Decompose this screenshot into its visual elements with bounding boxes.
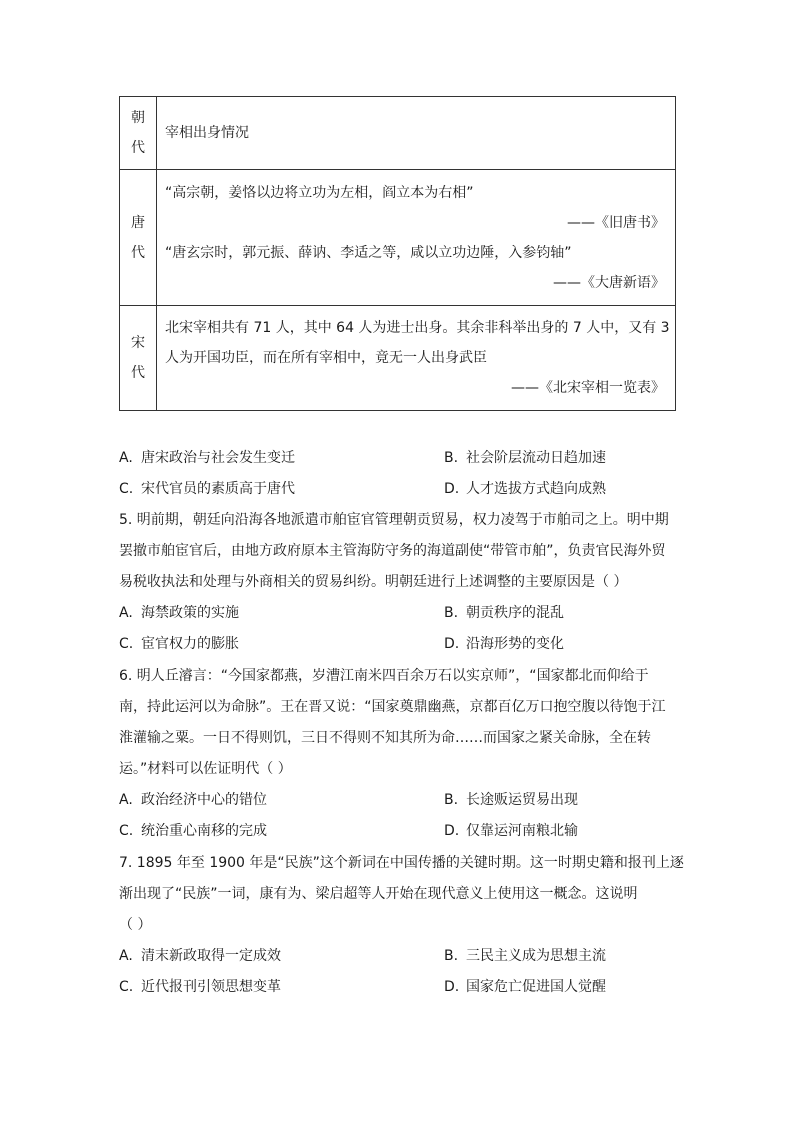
option-a[interactable] [119, 443, 295, 474]
option-text: 统治重心南移的完成 [141, 823, 267, 839]
dynasty-char: 代 [131, 244, 145, 261]
dynasty-header-cell [120, 97, 157, 170]
option-d[interactable] [444, 816, 578, 847]
question-stem-line: （ ） [119, 917, 152, 933]
dynasty-char: 代 [131, 365, 145, 381]
option-text: 近代报刊引领思想变革 [141, 979, 281, 995]
option-letter: B. [444, 948, 459, 964]
question-stem-line: 淮灌输之粟。一日不得则饥，三日不得则不知其所为命……而国家之紧关命脉，全在转 [119, 730, 651, 746]
option-a[interactable] [119, 785, 267, 816]
question-stem-line: 运。”材料可以佐证明代（ ） [119, 761, 292, 777]
tang-dynasty-cell [120, 170, 157, 306]
option-text: 朝贡秩序的混乱 [466, 605, 564, 621]
option-a[interactable] [119, 598, 239, 629]
option-text: 仅靠运河南粮北输 [466, 823, 578, 839]
option-a[interactable] [119, 941, 281, 972]
option-row [119, 598, 679, 629]
table-header-row [120, 97, 676, 170]
option-letter: D. [444, 979, 460, 995]
option-letter: D. [444, 823, 460, 839]
option-text: 三民主义成为思想主流 [466, 948, 606, 964]
song-text-line: 北宋宰相共有 71 人，其中 64 人为进士出身。其余非科举出身的 7 人中，又有 3 [165, 320, 670, 336]
tang-quote-1: “高宗朝，姜恪以边将立功为左相，阎立本为右相” [165, 184, 474, 201]
tang-source-2: ——《大唐新语》 [553, 274, 665, 291]
option-letter: C. [119, 636, 134, 652]
option-d[interactable] [444, 629, 564, 660]
option-letter: B. [444, 792, 459, 808]
option-b[interactable] [444, 598, 564, 629]
question-stem-line: 5. 明前期，朝廷向沿海各地派遣市舶宦官管理朝贡贸易，权力凌驾于市舶司之上。明中期 [119, 512, 669, 528]
song-row [120, 306, 676, 411]
option-text: 沿海形势的变化 [466, 636, 564, 652]
option-letter: B. [444, 605, 459, 621]
question-4-options [119, 443, 679, 505]
option-letter: D. [444, 636, 460, 652]
option-row [119, 474, 679, 505]
song-text-line: 人为开国功臣，而在所有宰相中，竟无一人出身武臣 [165, 350, 487, 366]
question-6 [119, 661, 679, 847]
dynasty-char: 唐 [131, 214, 145, 231]
question-7 [119, 848, 684, 1003]
option-row [119, 785, 679, 816]
tang-quote-2: “唐玄宗时，郭元振、薛讷、李适之等，咸以立功边陲，入参钧轴” [165, 244, 572, 261]
option-letter: C. [119, 979, 134, 995]
song-content-cell [157, 306, 676, 411]
origin-header-label: 宰相出身情况 [165, 125, 249, 141]
option-letter: A. [119, 948, 133, 964]
option-b[interactable] [444, 443, 606, 474]
option-d[interactable] [444, 972, 606, 1003]
option-d[interactable] [444, 474, 606, 505]
dynasty-char: 宋 [131, 335, 145, 351]
option-row [119, 443, 679, 474]
question-stem-line: 南，持此运河以为命脉”。王在晋又说：“国家奠鼎幽燕，京都百亿万口抱空腹以待饱于江 [119, 699, 666, 715]
chancellor-origin-table [119, 96, 676, 411]
song-source: ——《北宋宰相一览表》 [511, 380, 665, 396]
dynasty-header-char: 代 [131, 140, 145, 156]
dynasty-header-char: 朝 [131, 110, 145, 126]
question-stem-line: 罢撤市舶宦官后，由地方政府原本主管海防守务的海道副使“带管市舶”，负责官民海外贸 [119, 543, 666, 559]
option-text: 海禁政策的实施 [141, 605, 239, 621]
song-dynasty-cell [120, 306, 157, 411]
option-text: 国家危亡促进国人觉醒 [466, 979, 606, 995]
option-text: 人才选拔方式趋向成熟 [466, 481, 606, 497]
option-letter: C. [119, 823, 134, 839]
option-letter: A. [119, 450, 133, 466]
option-letter: C. [119, 481, 134, 497]
question-stem-line: 7. 1895 年至 1900 年是“民族”这个新词在中国传播的关键时期。这一时期史籍和报刊上逐 [119, 855, 684, 871]
option-text: 宋代官员的素质高于唐代 [141, 481, 295, 497]
tang-row [120, 170, 676, 306]
option-text: 社会阶层流动日趋加速 [466, 450, 606, 466]
tang-content-cell [157, 170, 676, 306]
option-row [119, 972, 679, 1003]
option-letter: A. [119, 605, 133, 621]
origin-header-cell [157, 97, 676, 170]
option-b[interactable] [444, 941, 606, 972]
option-text: 清末新政取得一定成效 [141, 948, 281, 964]
tang-source-1: ——《旧唐书》 [567, 214, 665, 231]
option-c[interactable] [119, 629, 239, 660]
option-c[interactable] [119, 474, 295, 505]
option-letter: D. [444, 481, 460, 497]
option-text: 政治经济中心的错位 [141, 792, 267, 808]
option-c[interactable] [119, 816, 267, 847]
option-text: 长途贩运贸易出现 [466, 792, 578, 808]
option-b[interactable] [444, 785, 578, 816]
option-row [119, 629, 679, 660]
option-letter: A. [119, 792, 133, 808]
question-stem-line: 渐出现了“民族”一词，康有为、梁启超等人开始在现代意义上使用这一概念。这说明 [119, 886, 638, 902]
option-text: 宦官权力的膨胀 [141, 636, 239, 652]
option-text: 唐宋政治与社会发生变迁 [141, 450, 295, 466]
option-c[interactable] [119, 972, 281, 1003]
option-row [119, 941, 679, 972]
question-stem-line: 易税收执法和处理与外商相关的贸易纠纷。明朝廷进行上述调整的主要原因是（ ） [119, 574, 628, 590]
question-stem-line: 6. 明人丘濬言：“今国家都燕，岁漕江南米四百余万石以实京师”，“国家都北而仰给于 [119, 668, 649, 684]
option-letter: B. [444, 450, 459, 466]
option-row [119, 816, 679, 847]
question-5 [119, 505, 679, 660]
